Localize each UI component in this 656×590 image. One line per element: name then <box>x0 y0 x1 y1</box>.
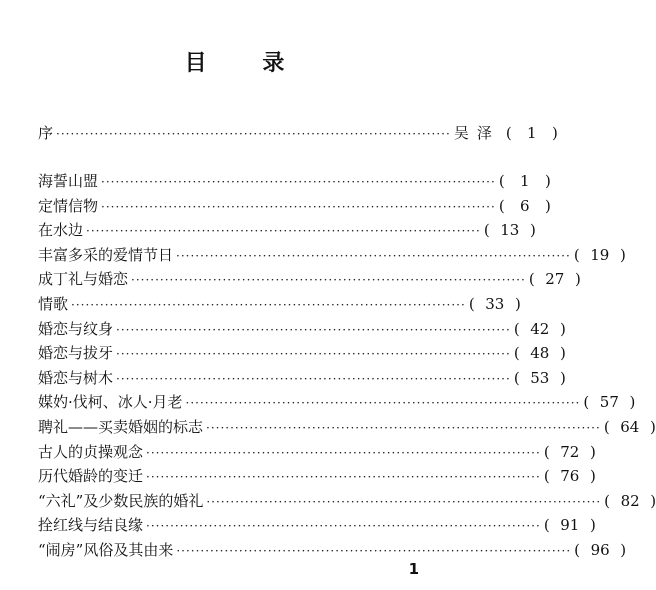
dot-leader: ·················································································· <box>86 224 481 239</box>
dot-leader: ·················································································· <box>71 297 466 312</box>
toc-page-number <box>499 172 551 190</box>
dot-leader: ·················································································· <box>176 248 571 263</box>
close-paren: ) <box>529 221 536 240</box>
toc-row[interactable] <box>38 170 551 195</box>
close-paren: ) <box>589 467 596 486</box>
toc-row[interactable] <box>38 367 566 392</box>
close-paren: ) <box>650 491 656 510</box>
dot-leader: ·················································································· <box>101 199 496 214</box>
open-paren: ( <box>513 344 520 363</box>
open-paren: ( <box>468 294 475 313</box>
page-number-value: 57 <box>599 393 619 412</box>
page-number-value: 33 <box>485 294 505 313</box>
folio-page-number: 1 <box>408 560 419 578</box>
toc-entry-label: 在水边 <box>38 221 84 240</box>
toc-page-number <box>469 295 521 313</box>
open-paren: ( <box>483 221 490 240</box>
close-paren: ) <box>619 245 626 264</box>
toc-page-number <box>604 492 656 510</box>
open-paren: ( <box>583 393 590 412</box>
toc-page-number <box>583 393 635 411</box>
page-number-value: 64 <box>620 417 640 436</box>
dot-leader: ·················································································· <box>185 396 581 411</box>
toc-entry-label: 婚恋与拔牙 <box>38 344 114 363</box>
toc-row[interactable] <box>38 391 636 416</box>
close-paren: ) <box>649 417 656 436</box>
close-paren: ) <box>559 344 566 363</box>
toc-entry-label: 聘礼——买卖婚姻的标志 <box>38 417 204 436</box>
page-number-value: 6 <box>520 196 530 215</box>
dot-leader: ·················································································· <box>176 543 572 558</box>
toc-row[interactable] <box>38 416 656 441</box>
open-paren: ( <box>573 245 580 264</box>
toc-row[interactable] <box>38 539 627 564</box>
dot-leader: ·················································································· <box>206 494 602 509</box>
toc-page-number <box>514 369 566 387</box>
toc-entry-label: 丰富多采的爱情节日 <box>38 245 174 264</box>
page-number-value: 1 <box>520 172 530 190</box>
close-paren: ) <box>574 270 581 289</box>
toc-page-number <box>574 246 626 264</box>
toc-page-number <box>529 270 581 288</box>
close-paren: ) <box>559 319 566 338</box>
toc-row[interactable] <box>38 268 581 293</box>
toc-row-preface[interactable] <box>38 122 558 147</box>
close-paren: ) <box>620 540 627 559</box>
toc-page-number <box>574 541 626 559</box>
close-paren: ) <box>544 196 551 215</box>
dot-leader: ·················································································· <box>116 371 511 386</box>
open-paren: ( <box>513 368 520 387</box>
toc-page-number <box>544 516 596 534</box>
toc-row[interactable] <box>38 244 626 269</box>
toc-page-number <box>499 197 551 215</box>
close-paren: ) <box>551 124 558 142</box>
dot-leader: ·················································································· <box>116 322 511 337</box>
dot-leader: ·················································································· <box>146 519 541 534</box>
toc-row[interactable] <box>38 219 536 244</box>
dot-leader: ·················································································· <box>131 273 526 288</box>
dot-leader: ·················································································· <box>206 420 601 435</box>
page-number-value: 19 <box>590 245 610 264</box>
page-number-value: 72 <box>560 442 580 461</box>
toc-row[interactable] <box>38 514 596 539</box>
page-number-value: 48 <box>530 344 550 363</box>
page-title: 目 录 <box>184 51 309 76</box>
page-number-value: 42 <box>530 319 550 338</box>
toc-entry-label: 古人的贞操观念 <box>38 442 144 461</box>
toc-entry-label: 历代婚龄的变迁 <box>38 467 144 486</box>
page-number-value: 91 <box>560 516 580 535</box>
toc-page-number <box>484 221 536 239</box>
toc-row[interactable] <box>38 490 656 515</box>
toc-entry-label: 婚恋与纹身 <box>38 319 114 338</box>
close-paren: ) <box>559 368 566 387</box>
toc-entry-label: 婚恋与树木 <box>38 368 114 387</box>
dot-leader: ·················································································· <box>101 175 496 189</box>
page-number-value: 53 <box>530 368 550 387</box>
open-paren: ( <box>513 319 520 338</box>
open-paren: ( <box>543 467 550 486</box>
open-paren: ( <box>603 417 610 436</box>
toc-page-number <box>514 344 566 362</box>
open-paren: ( <box>604 491 610 510</box>
toc-page-number <box>506 124 558 142</box>
toc-entry-label: “六礼”及少数民族的婚礼 <box>38 491 204 510</box>
open-paren: ( <box>498 172 505 190</box>
close-paren: ) <box>589 516 596 535</box>
toc-page-number <box>544 443 596 461</box>
page-number-value: 27 <box>545 270 565 289</box>
toc-entry-label: 海誓山盟 <box>38 172 99 190</box>
toc-row[interactable] <box>38 465 596 490</box>
preface-section <box>38 122 558 147</box>
close-paren: ) <box>514 294 521 313</box>
toc-row[interactable] <box>38 293 521 318</box>
toc-row[interactable] <box>38 441 596 466</box>
open-paren: ( <box>543 516 550 535</box>
page-number-value: 13 <box>500 221 520 240</box>
close-paren: ) <box>629 393 636 412</box>
toc-entry-label: 情歌 <box>38 294 69 313</box>
toc-row[interactable] <box>38 342 566 367</box>
toc-entry-label: 序 <box>38 124 54 142</box>
toc-row[interactable] <box>38 195 551 220</box>
open-paren: ( <box>505 124 512 142</box>
toc-page-number <box>604 418 656 436</box>
open-paren: ( <box>498 196 505 215</box>
page-number-value: 82 <box>620 491 640 510</box>
toc-entry-label: “闹房”风俗及其由来 <box>38 540 174 559</box>
toc-page-number <box>544 467 596 485</box>
toc-entry-list <box>38 170 656 564</box>
toc-entry-label: 定情信物 <box>38 196 99 215</box>
close-paren: ) <box>544 172 551 190</box>
toc-entry-label: 媒妁·伐柯、冰人·月老 <box>38 393 183 412</box>
dot-leader: ·················································································· <box>146 470 541 485</box>
dot-leader: ·················································································· <box>146 445 541 460</box>
open-paren: ( <box>543 442 550 461</box>
dot-leader: ·················································································· <box>116 347 511 362</box>
close-paren: ) <box>589 442 596 461</box>
page-number-value: 96 <box>590 540 610 559</box>
page-number-value: 1 <box>527 124 537 142</box>
toc-entry-label: 拴红线与结良缘 <box>38 516 144 535</box>
open-paren: ( <box>528 270 535 289</box>
open-paren: ( <box>574 540 580 559</box>
dot-leader: ·················································································· <box>56 127 451 141</box>
page-number-value: 76 <box>560 467 580 486</box>
toc-page-number <box>514 320 566 338</box>
toc-entry-label: 成丁礼与婚恋 <box>38 270 129 289</box>
preface-author: 吴泽 <box>453 124 500 142</box>
toc-row[interactable] <box>38 318 566 343</box>
